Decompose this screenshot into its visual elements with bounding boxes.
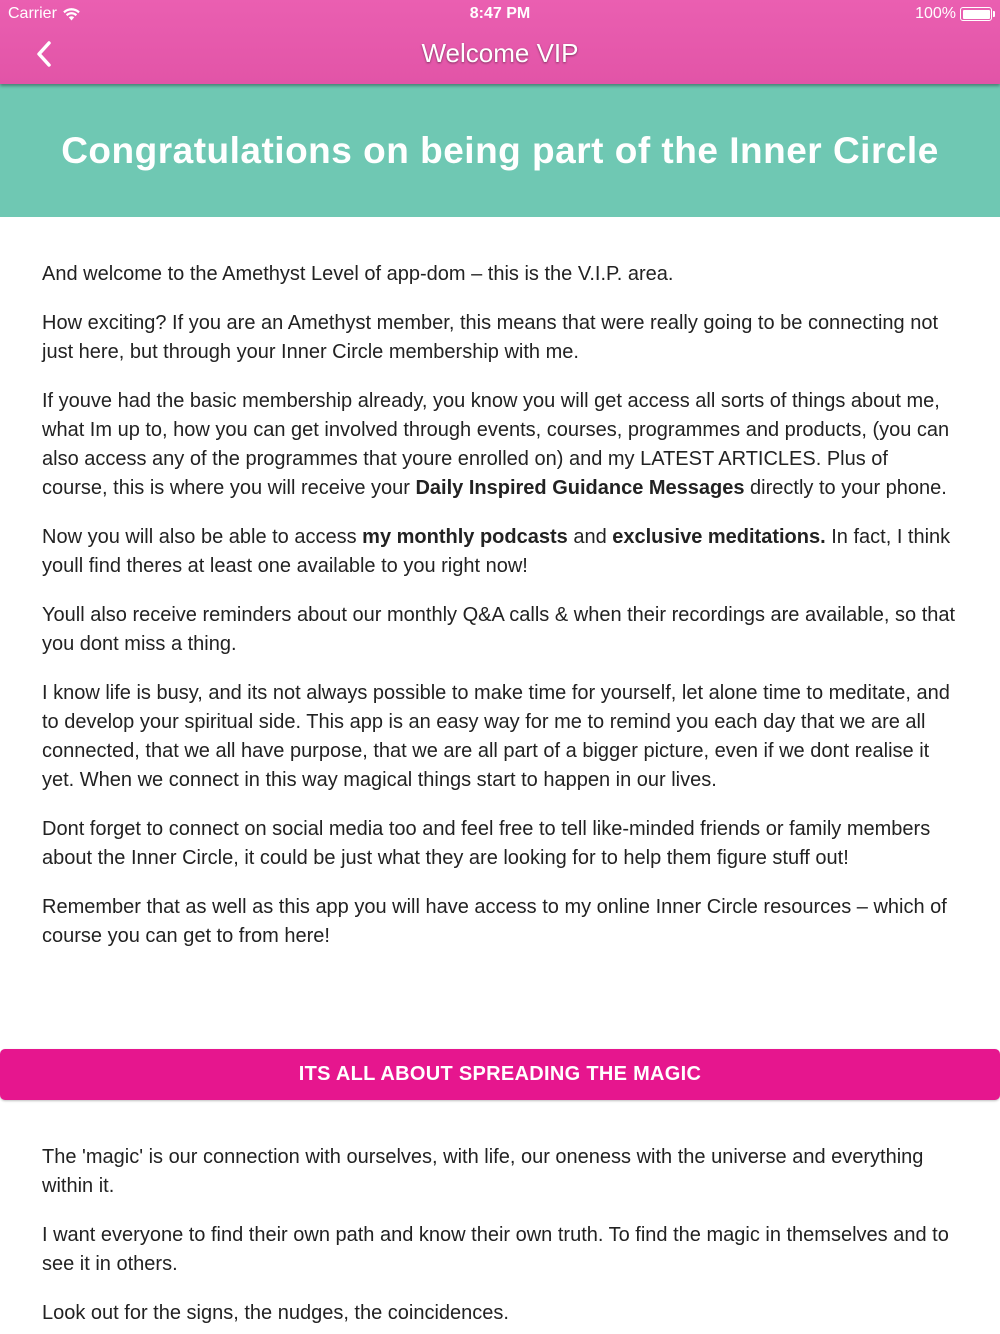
magic-paragraph: Look out for the signs, the nudges, the coincidences. [42,1302,509,1324]
hero-banner [0,84,1000,217]
intro-paragraph [42,523,958,581]
bold-text: exclusive meditations. [612,526,826,548]
section-banner-label: ITS ALL ABOUT SPREADING THE MAGIC [298,1063,702,1085]
paragraph-text: and [567,526,613,548]
top-bar [0,0,1000,84]
battery-fill [963,10,990,19]
intro-section [42,260,958,971]
battery-indicator [915,5,992,23]
page-title: Welcome VIP [421,38,579,68]
navigation-bar [0,28,1000,84]
bold-text: my monthly podcasts [362,526,568,548]
paragraph-text: Now you will also be able to access [42,526,363,548]
intro-paragraph: How exciting? If you are an Amethyst member, this means that were really going to be connecting not just here, but through your Inner Circle membership with me. [42,312,939,363]
battery-icon [960,7,992,21]
battery-percent: 100% [915,5,956,22]
paragraph-text: directly to your phone. [744,477,947,499]
status-bar [0,0,1000,28]
intro-paragraph: Dont forget to connect on social media too and feel free to tell like-minded friends or family members about the Inner Circle, it could be just what they are looking for to help them figure stuff out! [42,818,931,869]
intro-paragraph [42,387,958,503]
intro-paragraph: Remember that as well as this app you will have access to my online Inner Circle resources – which of course you can get to from here! [42,896,947,947]
carrier-label: Carrier [8,5,57,22]
magic-section [42,1143,958,1334]
magic-paragraph: I want everyone to find their own path and know their own truth. To find the magic in themselves and to see it in others. [42,1224,949,1275]
bold-text: Daily Inspired Guidance Messages [415,477,745,499]
section-banner [0,1049,1000,1100]
intro-paragraph: And welcome to the Amethyst Level of app-dom – this is the V.I.P. area. [42,263,674,285]
intro-paragraph: I know life is busy, and its not always possible to make time for yourself, let alone time to meditate, and to develop your spiritual side. This app is an easy way for me to remind you each day that we are all connected, that we all have purpose, that we are all part of a bigger picture, even if we dont realise it yet. When we connect in this way magical things start to happen in our lives. [42,682,950,791]
intro-paragraph: Youll also receive reminders about our monthly Q&A calls & when their recordings are available, so that you dont miss a thing. [42,604,956,655]
magic-paragraph: The 'magic' is our connection with ourselves, with life, our oneness with the universe and everything within it. [42,1146,924,1197]
paragraph-text: If youve had the basic membership already, you know you will get access all sorts of things about me, what Im up to, how you can get involved through events, courses, programmes and products, (you can also access any of the programmes that youre enrolled on) and my LATEST ARTICLES. Plus of course, this is where you will receive your [42,390,950,499]
paragraph-text: In fact, I think youll find theres at least one available to you right now! [42,526,951,577]
hero-heading: Congratulations on being part of the Inner Circle [61,129,939,171]
status-time: 8:47 PM [469,5,531,22]
